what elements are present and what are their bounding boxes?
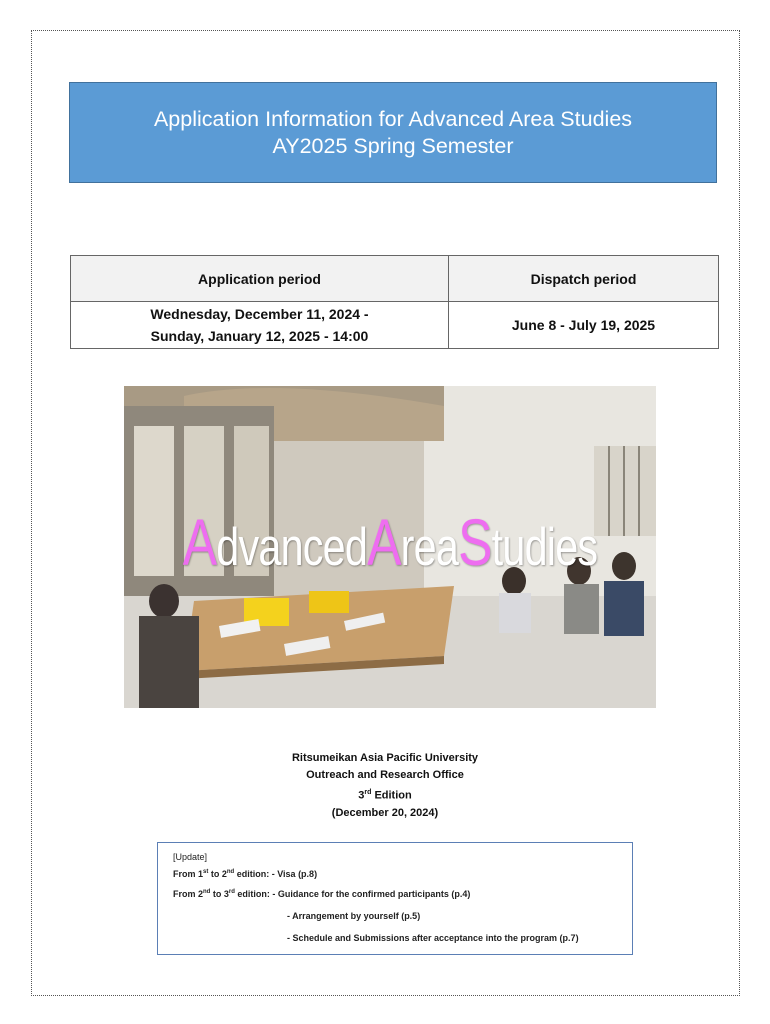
title-line-2: AY2025 Spring Semester	[272, 133, 514, 158]
edition-word: Edition	[371, 789, 412, 802]
dispatch-period-header: Dispatch period	[449, 256, 719, 302]
update-box	[157, 842, 633, 955]
edition-date: (December 20, 2024)	[331, 806, 439, 819]
organization-block	[200, 750, 570, 822]
title-part-tudies: tudies	[491, 518, 598, 577]
university-name: Ritsumeikan Asia Pacific University	[291, 752, 479, 764]
edition-number: 3	[358, 789, 365, 802]
application-period-line-1: Wednesday, December 11, 2024 -	[150, 306, 369, 322]
period-table-header-row	[71, 256, 719, 302]
title-letter-a2: A	[367, 505, 401, 579]
period-table	[70, 255, 719, 349]
update-row-1-from: From 1	[173, 869, 204, 879]
advanced-area-studies-title	[183, 504, 598, 580]
title-part-dvanced: dvanced	[216, 518, 368, 577]
update-row-2-from: From 2	[173, 889, 204, 899]
update-row-1-sup-1: st	[203, 869, 209, 875]
title-part-rea: rea	[400, 518, 459, 577]
update-heading: [Update]	[173, 852, 208, 862]
title-banner	[69, 82, 717, 183]
application-period-header: Application period	[71, 256, 449, 302]
update-row-3: - Arrangement by yourself (p.5)	[287, 911, 421, 921]
edition-line	[200, 784, 570, 805]
dispatch-period-cell: June 8 - July 19, 2025	[449, 302, 719, 349]
office-name: Outreach and Research Office	[306, 769, 464, 781]
update-row-1-to: to 2	[208, 869, 227, 879]
update-row-1-label: edition: - Visa (p.8)	[234, 869, 318, 879]
update-row-4: - Schedule and Submissions after acceptance into the program (p.7)	[287, 933, 579, 943]
update-row-2-to: to 3	[210, 889, 229, 899]
period-table-row	[71, 302, 719, 349]
application-period-line-2: Sunday, January 12, 2025 - 14:00	[150, 328, 369, 344]
update-row-1	[173, 869, 317, 879]
title-letter-a1: A	[182, 505, 217, 579]
edition-suffix: rd	[364, 789, 372, 796]
update-row-2	[173, 889, 470, 899]
title-line-1: Application Information for Advanced Area Studies	[153, 106, 633, 131]
application-period-cell	[71, 302, 449, 349]
update-row-2-sup-2: rd	[228, 889, 235, 895]
update-row-2-sup-1: nd	[203, 889, 211, 895]
update-row-2-label: edition: - Guidance for the confirmed participants (p.4)	[234, 889, 471, 899]
title-letter-s: S	[458, 505, 492, 579]
cover-photo	[124, 386, 656, 708]
update-row-1-sup-2: nd	[226, 869, 235, 875]
